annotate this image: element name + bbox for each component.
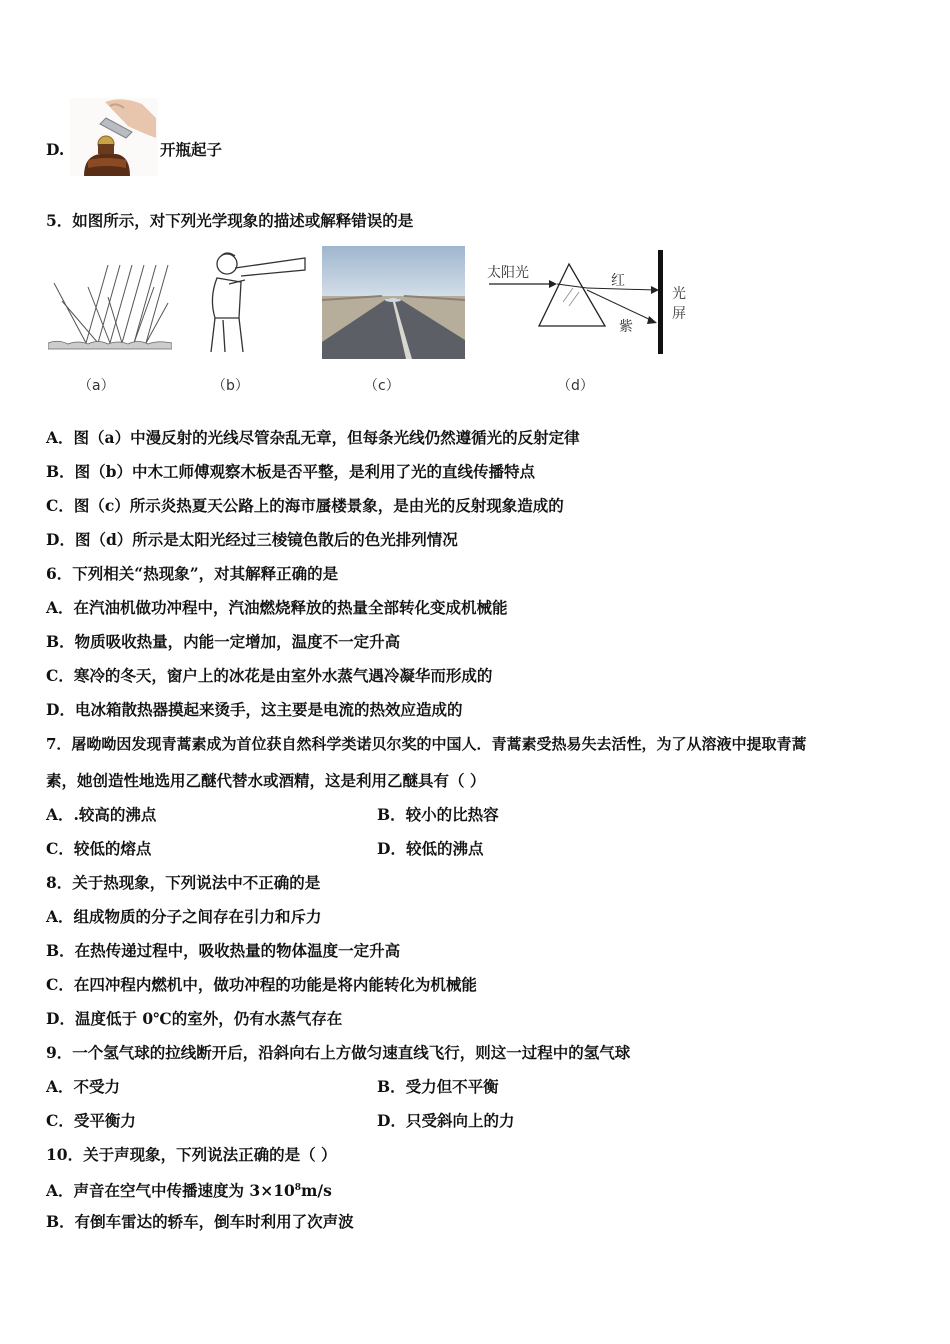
figure-caption-d: （d）	[557, 378, 594, 394]
q7-stem-line2: 素，她创造性地选用乙醚代替水或酒精，这是利用乙醚具有（ ）	[46, 771, 486, 790]
figure-a-diffuse-reflection	[48, 257, 172, 353]
diagram-d-screen-label-2: 屏	[672, 306, 686, 322]
q8-stem: 8．关于热现象，下列说法中不正确的是	[46, 873, 321, 892]
q6-option-c: C．寒冷的冬天，窗户上的冰花是由室外水蒸气遇冷凝华而形成的	[46, 666, 493, 685]
q5-option-b: B．图（b）中木工师傅观察木板是否平整，是利用了光的直线传播特点	[46, 462, 535, 481]
q10-option-a-exponent: 8	[294, 1183, 302, 1193]
figure-caption-c: （c）	[364, 378, 400, 394]
diagram-d-red-label: 红	[611, 273, 625, 289]
diagram-d-screen-label-1: 光	[672, 286, 686, 302]
q6-option-a: A．在汽油机做功冲程中，汽油燃烧释放的热量全部转化变成机械能	[46, 598, 508, 617]
q5-option-c: C．图（c）所示炎热夏天公路上的海市蜃楼景象，是由光的反射现象造成的	[46, 496, 564, 515]
q4-option-d-text: 开瓶起子	[160, 140, 223, 159]
q5-option-a: A．图（a）中漫反射的光线尽管杂乱无章，但每条光线仍然遵循光的反射定律	[46, 428, 580, 447]
q8-option-c: C．在四冲程内燃机中，做功冲程的功能是将内能转化为机械能	[46, 975, 477, 994]
q9-stem: 9．一个氢气球的拉线断开后，沿斜向右上方做匀速直线飞行，则这一过程中的氢气球	[46, 1043, 631, 1062]
figure-caption-a: （a）	[78, 378, 115, 394]
q5-option-d: D．图（d）所示是太阳光经过三棱镜色散后的色光排列情况	[46, 530, 458, 549]
q7-option-b: B．较小的比热容	[377, 805, 499, 824]
q6-option-d: D．电冰箱散热器摸起来烫手，这主要是电流的热效应造成的	[46, 700, 463, 719]
q7-option-a: A．.较高的沸点	[46, 805, 157, 824]
figure-b-carpenter	[205, 248, 307, 354]
q6-stem: 6．下列相关“热现象”，对其解释正确的是	[46, 564, 339, 583]
q8-option-a: A．组成物质的分子之间存在引力和斥力	[46, 907, 322, 926]
diagram-d-violet-label: 紫	[619, 319, 633, 335]
q7-stem-line1: 7．屠呦呦因发现青蒿素成为首位获自然科学类诺贝尔奖的中国人．青蒿素受热易失去活性，为了从溶液中提取青蒿	[46, 735, 807, 753]
q5-stem: 5．如图所示，对下列光学现象的描述或解释错误的是	[46, 211, 414, 230]
q10-option-b: B．有倒车雷达的轿车，倒车时利用了次声波	[46, 1212, 354, 1231]
q4-option-d-letter: D.	[46, 140, 65, 159]
q7-option-d: D．较低的沸点	[377, 839, 484, 858]
figure-c-road-mirage	[322, 246, 465, 359]
figure-caption-b: （b）	[212, 378, 249, 394]
q10-stem: 10．关于声现象，下列说法正确的是（ ）	[46, 1145, 337, 1164]
q6-option-b: B．物质吸收热量，内能一定增加，温度不一定升高	[46, 632, 401, 651]
q8-option-b: B．在热传递过程中，吸收热量的物体温度一定升高	[46, 941, 401, 960]
q8-option-d: D．温度低于 0℃的室外，仍有水蒸气存在	[46, 1009, 343, 1028]
q10-option-a	[46, 1178, 332, 1201]
q9-option-b: B．受力但不平衡	[377, 1077, 499, 1096]
q9-option-d: D．只受斜向上的力	[377, 1111, 515, 1130]
q9-option-a: A．不受力	[46, 1077, 121, 1096]
q7-option-c: C．较低的熔点	[46, 839, 152, 858]
bottle-opener-photo	[70, 98, 158, 176]
q9-option-c: C．受平衡力	[46, 1111, 136, 1130]
diagram-d-sun-label: 太阳光	[487, 265, 529, 281]
q10-option-a-prefix: A．声音在空气中传播速度为 3×10	[46, 1181, 295, 1201]
q10-option-a-unit: m/s	[301, 1181, 332, 1201]
